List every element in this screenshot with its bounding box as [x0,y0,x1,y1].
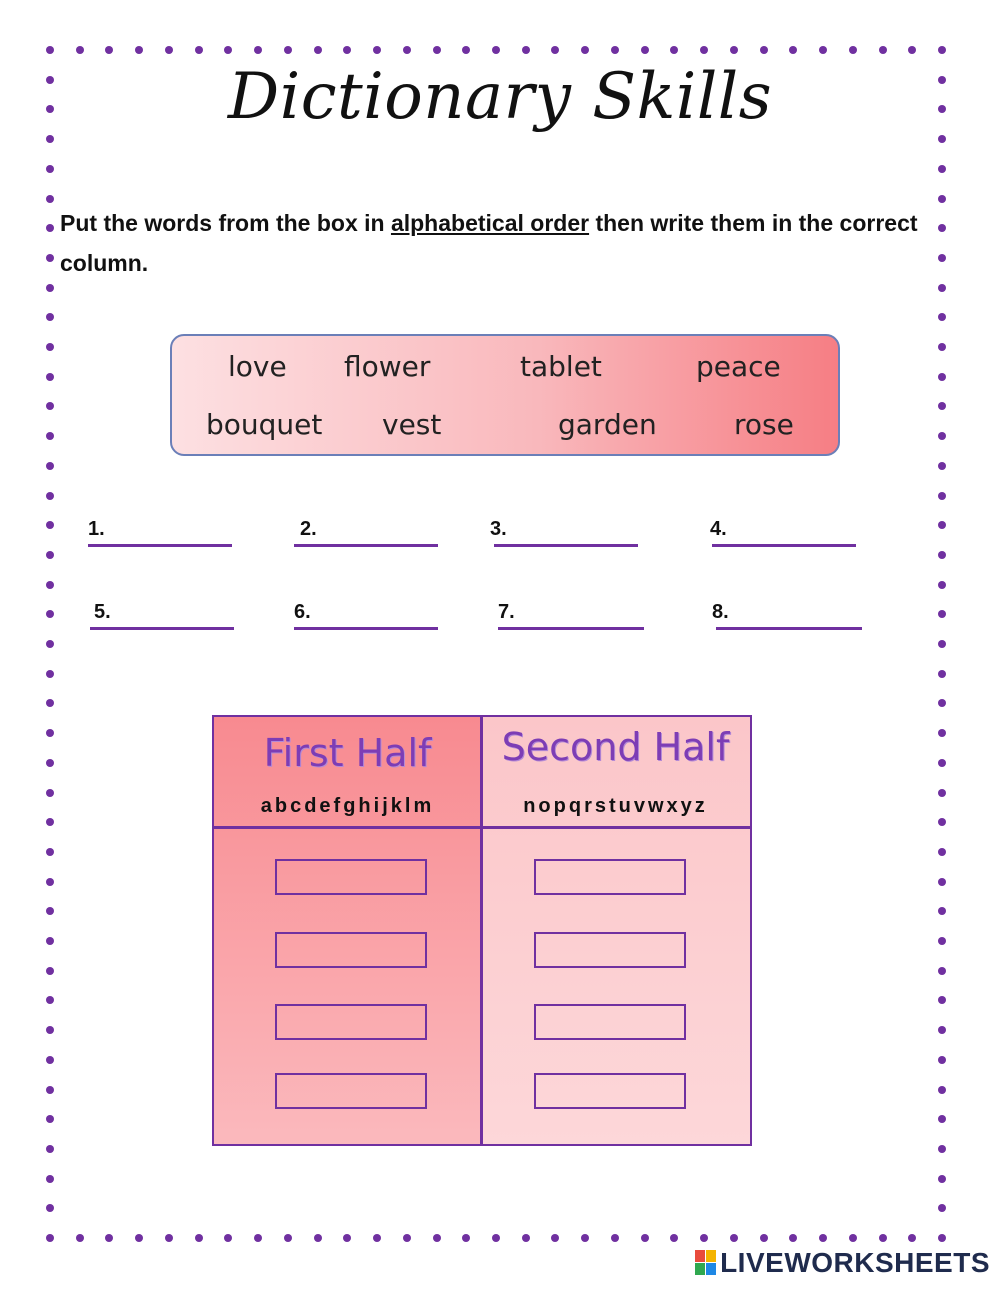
blank-line [90,627,234,630]
second-half-column [481,717,750,1144]
blank-number: 8. [712,601,729,623]
first-half-title: First Half [263,731,432,775]
border-dot [373,46,381,54]
word-item[interactable]: tablet [520,350,602,383]
border-dot [611,46,619,54]
border-dot [76,1234,84,1242]
border-dot [760,1234,768,1242]
word-item[interactable]: peace [696,350,781,383]
border-dot [224,46,232,54]
second-half-answer-box[interactable] [534,859,686,895]
blank-line [294,544,438,547]
border-dot [403,1234,411,1242]
border-dot [46,907,54,915]
border-dot [46,1115,54,1123]
border-dot [46,195,54,203]
border-dot [938,967,946,975]
border-dot [284,46,292,54]
border-dot [135,1234,143,1242]
border-dot [670,1234,678,1242]
border-dot [46,1086,54,1094]
border-dot [254,1234,262,1242]
sorting-table [212,715,752,1146]
border-dot [938,848,946,856]
border-dot [938,1115,946,1123]
border-dot [165,1234,173,1242]
blank-line [294,627,438,630]
blank-line [712,544,856,547]
border-dot [492,1234,500,1242]
border-dot [938,1234,946,1242]
border-dot [551,1234,559,1242]
border-dot [46,343,54,351]
blank-number: 4. [710,518,727,540]
border-dot [314,1234,322,1242]
border-dot [551,46,559,54]
header-divider [214,826,750,829]
border-dot [46,402,54,410]
border-dot [46,610,54,618]
second-half-answer-box[interactable] [534,932,686,968]
border-dot [938,462,946,470]
border-dot [938,402,946,410]
border-dot [46,937,54,945]
blank-line [498,627,644,630]
border-dot [46,699,54,707]
border-dot [343,46,351,54]
brand-name: LIVEWORKSHEETS [720,1247,990,1278]
border-dot [938,135,946,143]
first-half-answer-box[interactable] [275,1073,427,1109]
border-dot [849,46,857,54]
second-half-title: Second Half [501,725,730,769]
border-dot [938,818,946,826]
border-dot [641,46,649,54]
border-dot [670,46,678,54]
liveworksheets-logo-icon [695,1250,717,1276]
word-item[interactable]: garden [558,408,657,441]
border-dot [789,1234,797,1242]
border-dot [195,1234,203,1242]
border-dot [135,46,143,54]
border-dot [879,1234,887,1242]
border-dot [46,789,54,797]
answer-blank-8[interactable] [712,598,864,630]
border-dot [700,46,708,54]
border-dot [46,46,54,54]
blank-line [716,627,862,630]
border-dot [195,46,203,54]
blank-line [494,544,638,547]
word-item[interactable]: love [228,350,287,383]
border-dot [46,521,54,529]
border-dot [938,432,946,440]
border-dot [938,284,946,292]
border-dot [938,789,946,797]
border-dot [938,1056,946,1064]
border-dot [730,46,738,54]
answer-blank-5[interactable] [90,598,236,630]
second-half-letters: nopqrstuvwxyz [523,795,708,817]
border-dot [938,1204,946,1212]
word-item[interactable]: rose [734,408,794,441]
border-dot [76,46,84,54]
border-dot [254,46,262,54]
page-title: Dictionary Skills [227,60,773,134]
border-dot [938,581,946,589]
answer-blank-7[interactable] [498,598,646,630]
border-dot [581,46,589,54]
border-dot [403,46,411,54]
border-dot [938,492,946,500]
answer-blank-1[interactable] [88,514,234,547]
border-dot [46,224,54,232]
border-dot [46,640,54,648]
brand-logo[interactable] [695,1247,990,1279]
border-dot [641,1234,649,1242]
border-dot [938,759,946,767]
first-half-letters: abcdefghijklm [260,795,435,817]
border-dot [46,1026,54,1034]
word-item[interactable]: bouquet [206,408,323,441]
border-dot [522,1234,530,1242]
border-dot [46,759,54,767]
first-half-answer-box[interactable] [275,859,427,895]
first-half-answer-box[interactable] [275,932,427,968]
border-dot [46,492,54,500]
border-dot [46,1234,54,1242]
column-divider [480,717,483,1144]
border-dot [938,907,946,915]
border-dot [908,46,916,54]
border-dot [46,373,54,381]
border-dot [730,1234,738,1242]
border-dot [46,135,54,143]
border-dot [46,551,54,559]
instructions-part-1: Put the words from the box in [60,210,391,236]
first-half-column [214,717,481,1144]
border-dot [433,46,441,54]
border-dot [938,640,946,648]
border-dot [938,670,946,678]
border-dot [46,1204,54,1212]
border-dot [46,581,54,589]
blank-number: 2. [300,518,317,540]
border-dot [373,1234,381,1242]
word-item[interactable]: vest [382,408,442,441]
border-dot [789,46,797,54]
border-dot [938,878,946,886]
border-dot [462,1234,470,1242]
border-dot [343,1234,351,1242]
border-dot [879,46,887,54]
instructions-text [60,203,950,283]
border-dot [46,878,54,886]
border-dot [700,1234,708,1242]
border-dot [938,313,946,321]
border-dot [46,284,54,292]
blank-number: 7. [498,601,515,623]
blank-number: 6. [294,601,311,623]
border-dot [46,1056,54,1064]
border-dot [938,996,946,1004]
instructions-underlined: alphabetical order [390,210,590,236]
border-dot [938,521,946,529]
border-dot [938,165,946,173]
second-half-answer-box[interactable] [534,1004,686,1040]
border-dot [938,46,946,54]
border-dot [462,46,470,54]
border-dot [938,729,946,737]
border-dot [938,343,946,351]
border-dot [938,937,946,945]
border-dot [46,967,54,975]
border-dot [849,1234,857,1242]
border-dot [46,670,54,678]
border-dot [760,46,768,54]
border-dot [938,610,946,618]
answer-blank-6[interactable] [294,598,440,630]
border-dot [46,818,54,826]
blank-number: 5. [94,601,111,623]
border-dot [46,432,54,440]
answer-blank-3[interactable] [490,514,640,547]
border-dot [522,46,530,54]
border-dot [938,1026,946,1034]
blank-line [88,544,232,547]
border-dot [284,1234,292,1242]
border-dot [224,1234,232,1242]
border-dot [908,1234,916,1242]
border-dot [938,373,946,381]
border-dot [611,1234,619,1242]
border-dot [165,46,173,54]
border-dot [46,848,54,856]
border-dot [46,313,54,321]
border-dot [938,1086,946,1094]
border-dot [938,195,946,203]
border-dot [938,699,946,707]
word-box [170,334,840,456]
instructions-part-2: then write them in the correct column. [60,210,918,276]
border-dot [46,254,54,262]
border-dot [492,46,500,54]
border-dot [819,1234,827,1242]
border-dot [938,1145,946,1153]
border-dot [314,46,322,54]
border-dot [46,729,54,737]
border-dot [819,46,827,54]
answer-blank-2[interactable] [294,514,440,547]
border-dot [46,996,54,1004]
border-dot [433,1234,441,1242]
first-half-answer-box[interactable] [275,1004,427,1040]
border-dot [581,1234,589,1242]
border-dot [938,551,946,559]
word-item[interactable]: flower [344,350,431,383]
answer-blank-4[interactable] [710,514,860,547]
blank-number: 1. [88,518,105,540]
second-half-answer-box[interactable] [534,1073,686,1109]
border-dot [938,1175,946,1183]
border-dot [46,1175,54,1183]
border-dot [105,1234,113,1242]
blank-number: 3. [490,518,507,540]
border-dot [46,1145,54,1153]
border-dot [46,165,54,173]
border-dot [46,462,54,470]
border-dot [105,46,113,54]
